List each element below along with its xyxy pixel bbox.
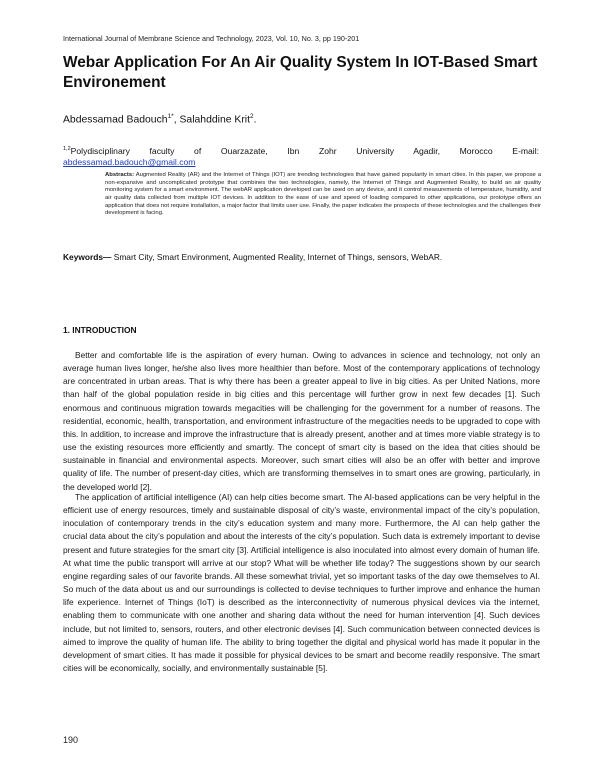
author-name: Salahddine Krit xyxy=(179,114,250,126)
author-name: Abdessamad Badouch xyxy=(63,114,168,126)
affiliation-superscript: 1,2 xyxy=(63,146,71,152)
keywords-label: Keywords— xyxy=(63,252,112,262)
author-separator: , xyxy=(173,114,180,126)
body-paragraph: Better and comfortable life is the aspiration of every human. Owing to advances in science and technology, not only an average human lives longer, he/she also lives more healthier than before. Most of the contemporary applications of technology are concentrated in urban areas. That is why there has been a greater appeal to live in big cities. As per United Nations, more than half of the global population reside in big cities and this percentage will further grow in next few decades [1]. Such enormous and continuous migration towards megacities will be challenging for the government for a number of reasons. The residential, economic, health, transportation, and environment infrastructure of the megacities needs to be upgraded to cope with this. In addition, to increase and improve the infrastructure that is already present, another and at times more viable strategy is to use the existing resources more efficiently and smartly. The concept of smart city is based on the idea that cities should be sustainable in financial and environmental aspects. Moreover, such smart cities will also be an offer with better and improve quality of life. The number of present-day cities, which are transforming themselves in to smart ones are growing, particularly, in the developed world [2]. xyxy=(63,350,540,492)
paper-title: Webar Application For An Air Quality System In IOT-Based Smart Environement xyxy=(63,54,538,91)
journal-running-header: International Journal of Membrane Science and Technology, 2023, Vol. 10, No. 3, pp 190-201 xyxy=(63,34,360,43)
author-superscript: 1* xyxy=(167,113,174,120)
abstract-label: Abstracts: xyxy=(105,172,135,178)
author-end: . xyxy=(253,114,257,126)
abstract xyxy=(105,172,541,218)
keywords xyxy=(63,252,543,262)
affiliation-line xyxy=(63,144,539,157)
author-email-link[interactable]: abdessamad.badouch@gmail.com xyxy=(63,157,196,168)
keywords-text: Smart City, Smart Environment, Augmented Reality, Internet of Things, sensors, WebAR. xyxy=(111,252,443,262)
section-heading: 1. INTRODUCTION xyxy=(63,325,137,335)
body-paragraph: The application of artificial intelligence (AI) can help cities become smart. The AI-based applications can be very helpful in the efficient use of energy resources, timely and sustainable disposal of city’s waste, environmental impact of the city’s population, inoculation of contemporary trends in the city’s education system and many more. Furthermore, the AI can help gather the crucial data about the city’s population and about the interests of the city’s population. Such data is extremely important to devise present and future strategies for the smart city [3]. Artificial intelligence is also inoculated into almost every domain of human life. At what time the public transport will arrive at our stop? What will be whether life today? The suggestions shown by our search engine regarding sales of our favorite brands. All these somewhat trivial, yet so important tasks of the day owe themselves to AI. So much of the data about us and our surroundings is collected to devise techniques to further improve and enhance the human life experience. Internet of Things (IoT) is described as the interconnectivity of numerous physical devices via the internet, enabling them to communicate with one another and sharing data without the need for human intervention [4]. Such devices include, but not limited to, sensors, routers, and other electronic devises [4]. Such communication between connected devices is aimed to improve the quality of human life. The ability to bring together the digital and physical world has made it popular in the development of smart cities. It has made it possible for physical devices to be smart and become readily responsive. The smart cities will be economically, socially, and environmentally sustainable [5]. xyxy=(63,492,540,674)
page-number: 190 xyxy=(63,735,79,745)
affiliation xyxy=(63,144,539,169)
affiliation-text: Polydisciplinary faculty of Ouarzazate, Ibn Zohr University Agadir, Morocco E-mail: xyxy=(70,145,539,156)
author-line xyxy=(63,113,543,125)
abstract-text: Augmented Reality (AR) and the Internet of Things (IOT) are trending technologies that have gained popularity in smart cities. In this paper, we propose a non-expansive and uncomplicated prototype that combines the two technologies, namely, the Internet of Things and Augmented Reality, to build an air quality monitoring system for a smart environment. The webAR application developed can be used on any device, and it control measurements of temperature, humidity, and air quality data collected from multiple IOT devices. In addition to the ease of use and speed of loading compared to other applications, our prototype offers an application that does not require installation, a major factor that limits user use. Finally, the paper indicates the prospects of these technologies and the challenges their development is facing. xyxy=(105,172,541,217)
author-superscript: 2 xyxy=(249,113,254,120)
